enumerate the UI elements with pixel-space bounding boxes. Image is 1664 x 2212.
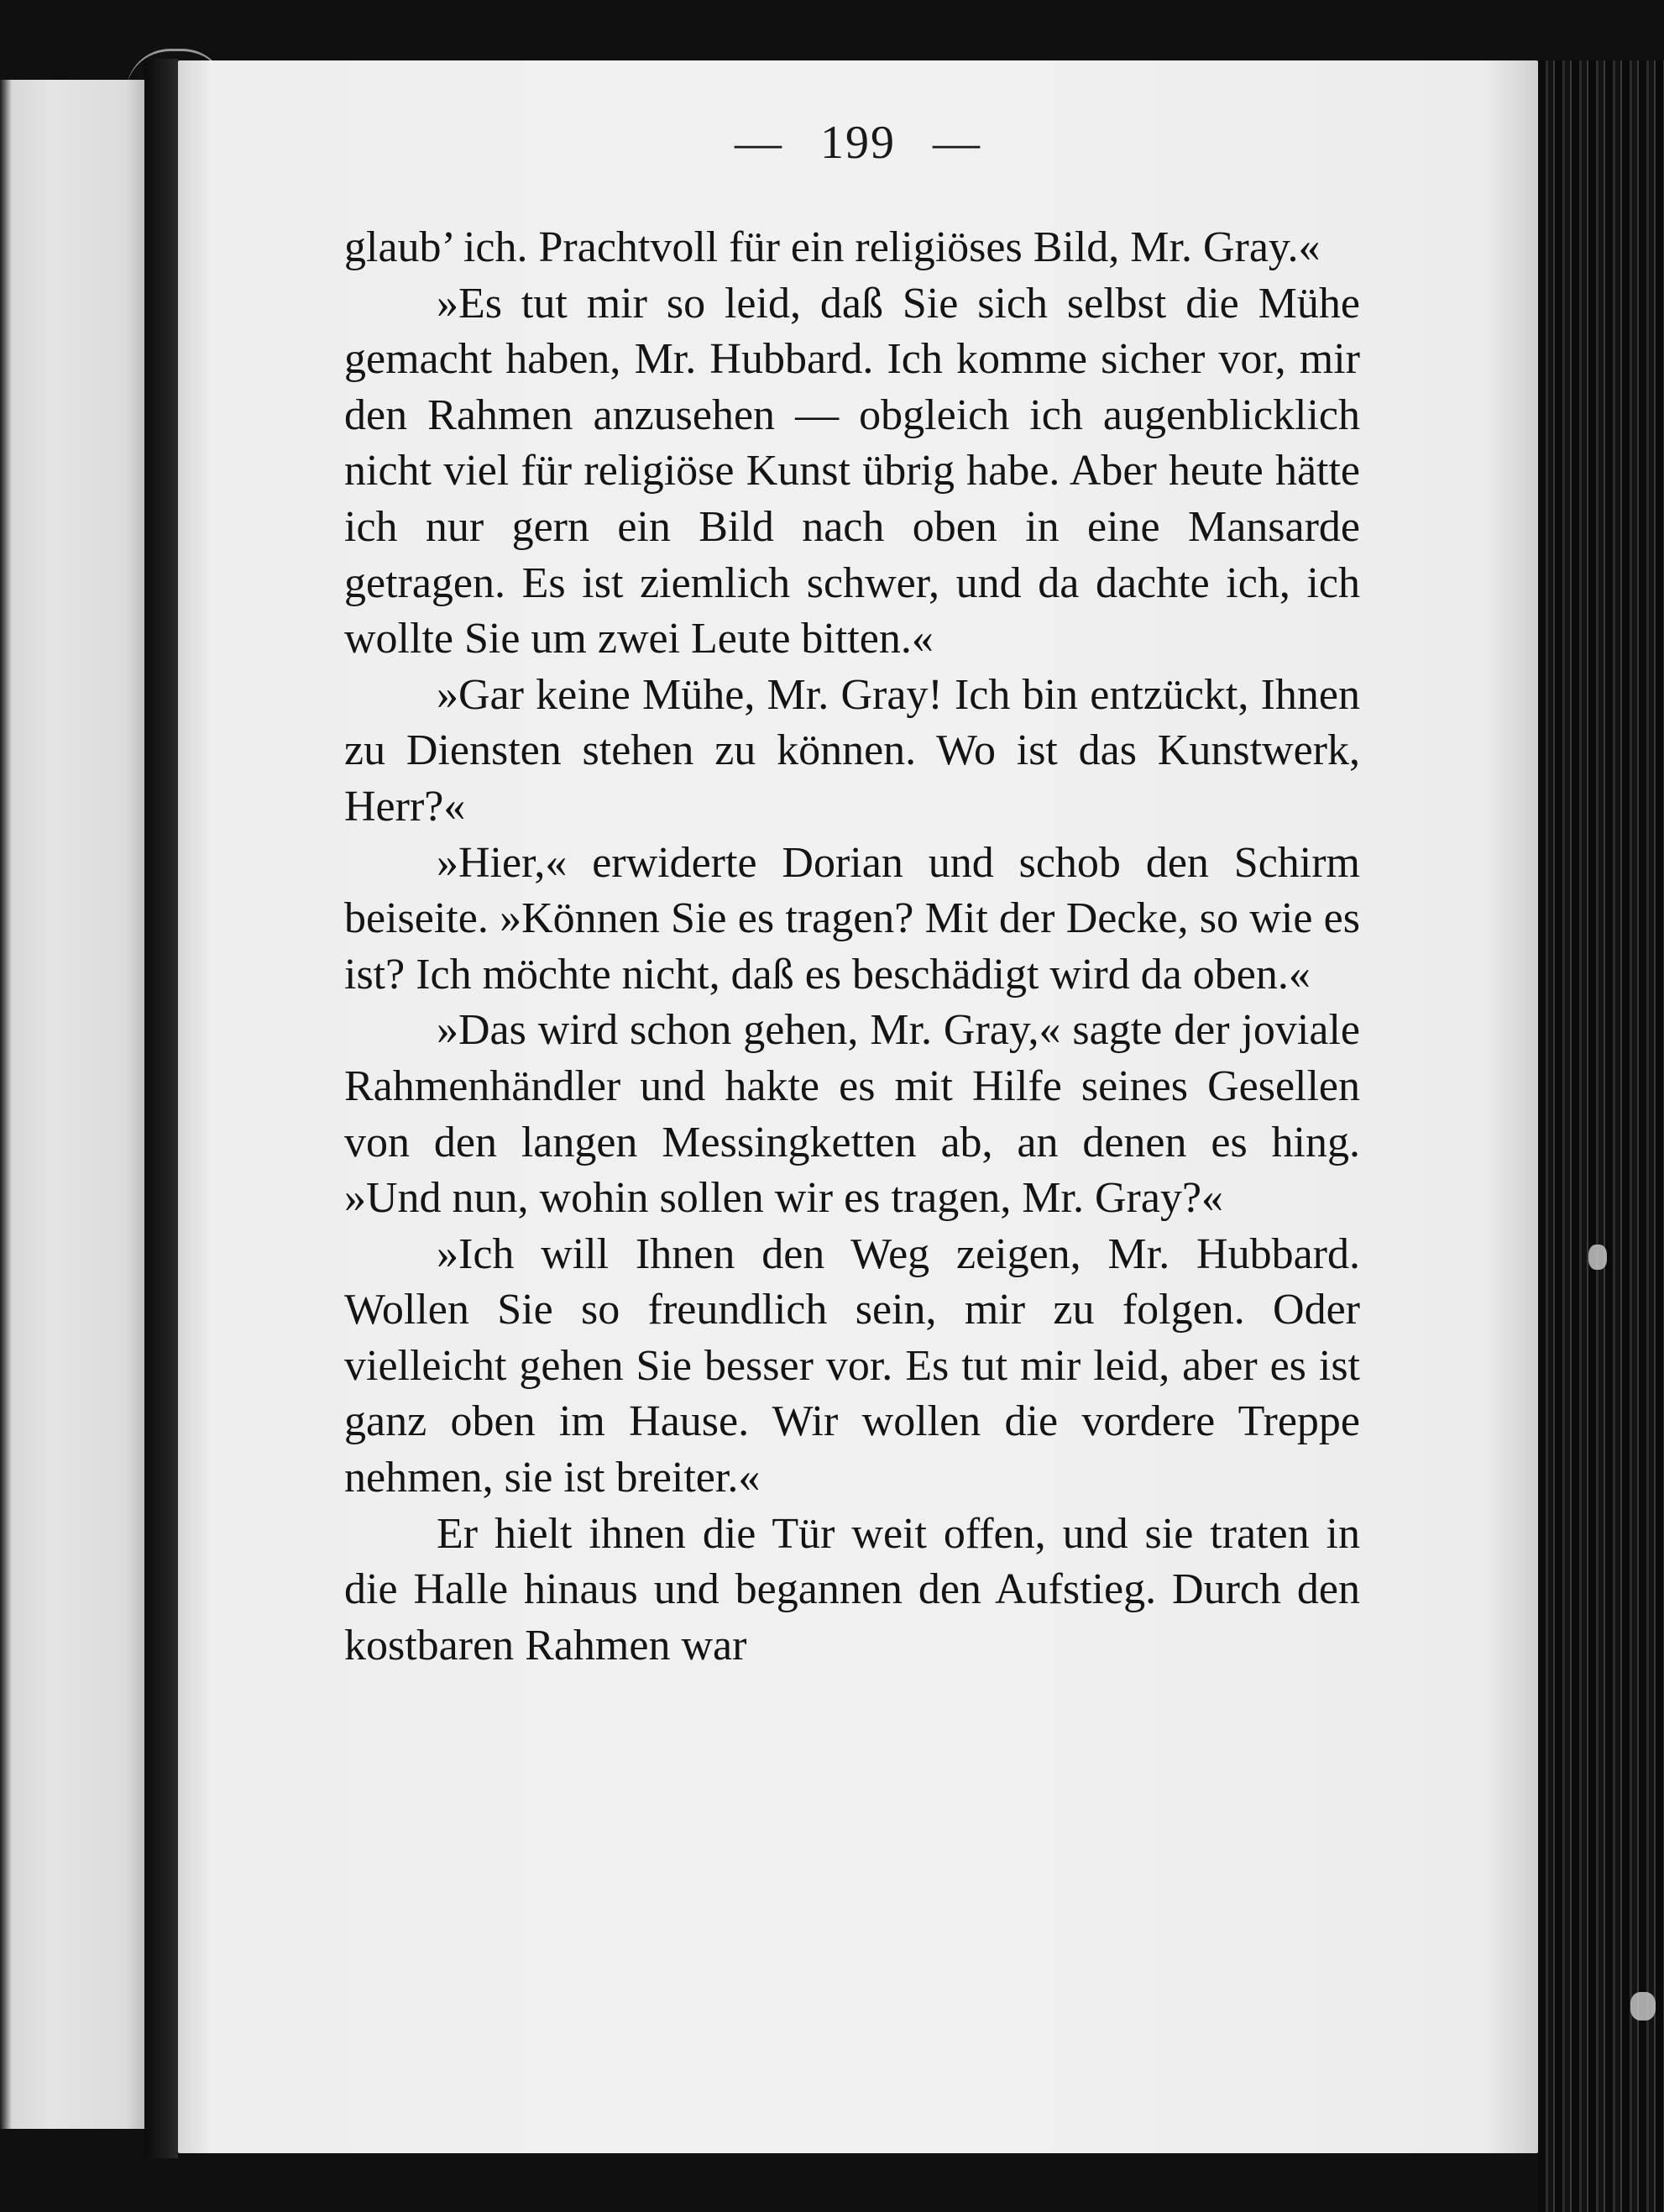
- edge-speck: [1588, 1245, 1607, 1270]
- paragraph: glaub’ ich. Prachtvoll für ein religiöses Bild, Mr. Gray.«: [344, 223, 1321, 271]
- paragraph: »Ich will Ihnen den Weg zeigen, Mr. Hubbard. Wollen Sie so freundlich sein, mir zu folgen. Oder vielleicht gehen Sie besser vor. Es tut mir leid, aber es ist ganz oben im Hause. Wir wollen die vordere Treppe nehmen, sie ist breiter.«: [344, 1229, 1360, 1502]
- paragraph: »Gar keine Mühe, Mr. Gray! Ich bin entzückt, Ihnen zu Diensten stehen zu können. Wo ist das Kunstwerk, Herr?«: [344, 670, 1360, 831]
- paragraph: »Hier,« erwiderte Dorian und schob den Schirm beiseite. »Können Sie es tragen? Mit der Decke, so wie es ist? Ich möchte nicht, daß es beschädigt wird da oben.«: [344, 838, 1360, 999]
- body-text: [344, 220, 1360, 1674]
- paragraph: »Das wird schon gehen, Mr. Gray,« sagte der joviale Rahmenhändler und hakte es mit Hilfe seines Gesellen von den langen Messingketten ab, an denen es hing. »Und nun, wohin sollen wir es tragen, Mr. Gray?«: [344, 1006, 1360, 1223]
- edge-speck: [1630, 1992, 1656, 2021]
- book-spine-shadow: [144, 59, 178, 2158]
- book-block-edge: [1538, 60, 1664, 2212]
- facing-page-edge: [0, 80, 144, 2129]
- paragraph: Er hielt ihnen die Tür weit offen, und sie traten in die Halle hinaus und begannen den Aufstieg. Durch den kostbaren Rahmen war: [344, 1509, 1360, 1669]
- paragraph: »Es tut mir so leid, daß Sie sich selbst die Mühe gemacht haben, Mr. Hubbard. Ich komme sicher vor, mir den Rahmen anzusehen — obgleich ich augenblicklich nicht viel für religiöse Kunst übrig habe. Aber heute hätte ich nur gern ein Bild nach oben in eine Mansarde getragen. Es ist ziemlich schwer, und da dachte ich, ich wollte Sie um zwei Leute bitten.«: [344, 279, 1360, 663]
- page-number: — 199 —: [735, 117, 981, 169]
